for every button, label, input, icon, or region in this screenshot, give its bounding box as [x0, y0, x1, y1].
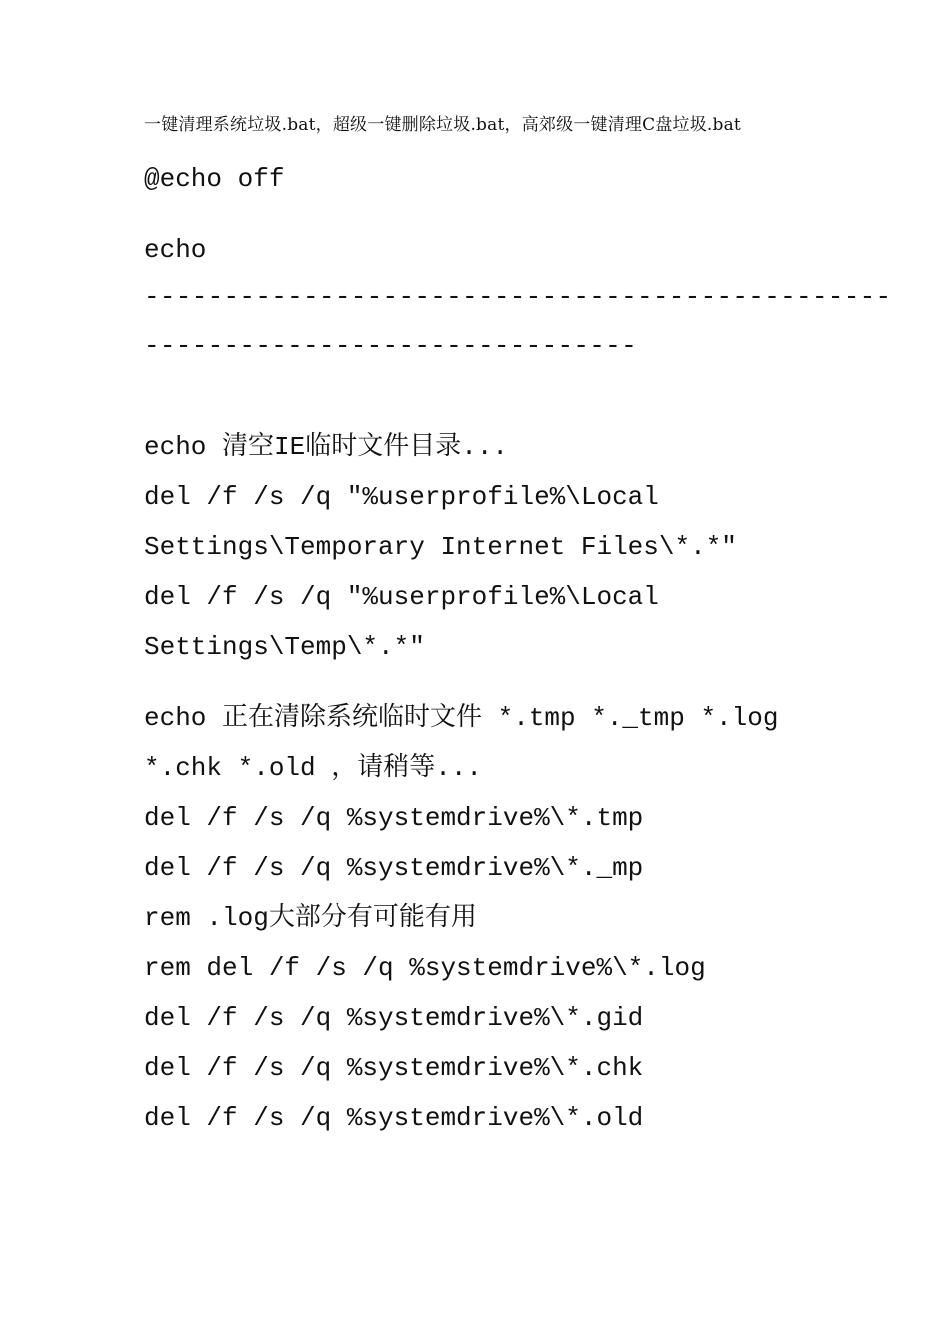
code-line: *.chk *.old ，请稍等...: [144, 753, 483, 783]
code-line: del /f /s /q %systemdrive%\*.tmp: [144, 803, 644, 833]
code-line: del /f /s /q %systemdrive%\*.old: [144, 1103, 644, 1133]
code-line: del /f /s /q "%userprofile%\Local: [144, 482, 659, 512]
separator-line: -------------------------------: [144, 331, 637, 361]
code-line: del /f /s /q %systemdrive%\*.chk: [144, 1053, 644, 1083]
code-line: Settings\Temporary Internet Files\*.*": [144, 532, 737, 562]
code-line: echo 正在清除系统临时文件 *.tmp *._tmp *.log: [144, 703, 779, 733]
separator-line: -----------------------------------------------: [144, 282, 892, 312]
document-title: 一键清理系统垃圾.bat，超级一键删除垃圾.bat，高郊级一键清理C盘垃圾.bat: [144, 115, 741, 135]
code-line: echo: [144, 235, 207, 265]
code-line: del /f /s /q "%userprofile%\Local: [144, 582, 659, 612]
code-line: del /f /s /q %systemdrive%\*.gid: [144, 1003, 644, 1033]
comment-line: rem .log大部分有可能有用: [144, 903, 477, 933]
code-line: @echo off: [144, 164, 285, 194]
code-line: echo 清空IE临时文件目录...: [144, 432, 509, 462]
comment-line: rem del /f /s /q %systemdrive%\*.log: [144, 953, 706, 983]
code-line: del /f /s /q %systemdrive%\*._mp: [144, 853, 644, 883]
code-line: Settings\Temp\*.*": [144, 632, 425, 662]
